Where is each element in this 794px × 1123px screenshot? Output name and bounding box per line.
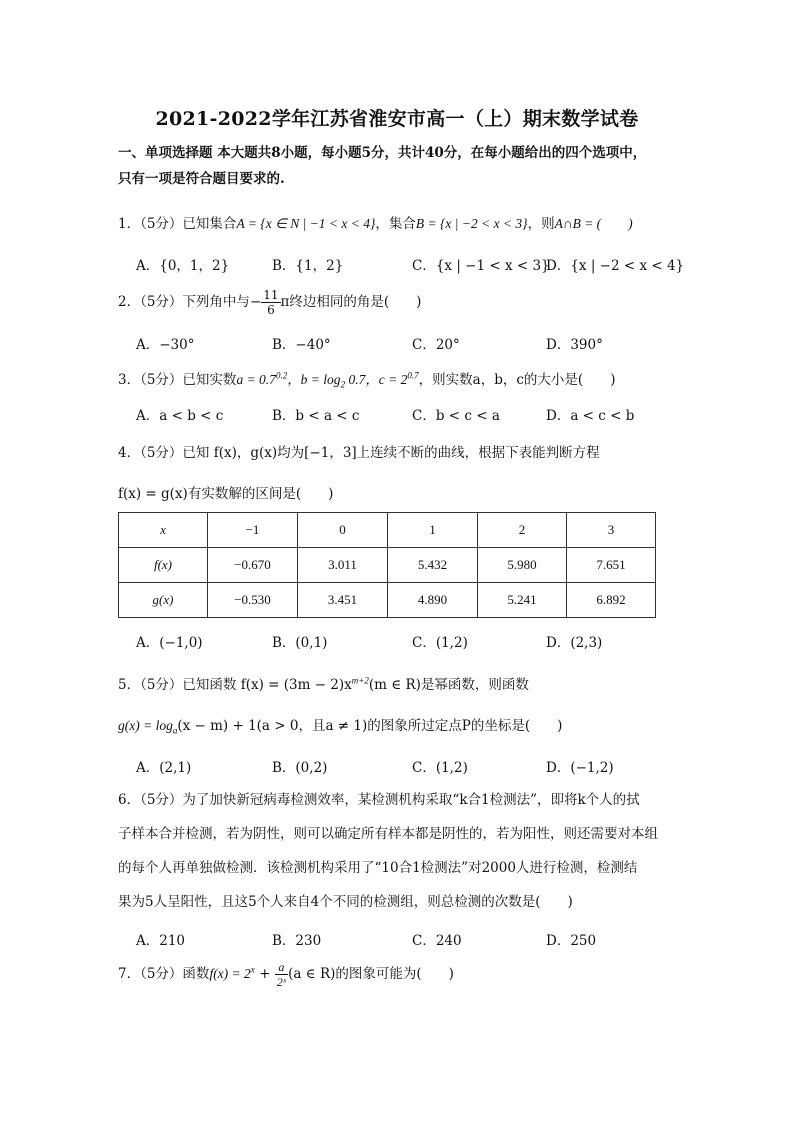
q6-line: 的每个人再单独做检测．该检测机构采用了“10合1检测法”对2000人进行检测，检测结 (118, 860, 638, 876)
q7-fraction (275, 960, 288, 989)
section-heading (118, 140, 678, 192)
question-5-line-1 (118, 673, 676, 693)
page-title: 2021-2022学年江苏省淮安市高一（上）期末数学试卷 (155, 108, 639, 130)
q6-line: 子样本合并检测，若为阴性，则可以确定所有样本都是阴性的，若为阳性，则还需要对本组 (118, 826, 658, 842)
q6-option-d[interactable]: D．250 (546, 933, 597, 949)
q3-a-def: a = 0.7 (236, 372, 276, 387)
q5-line2a: g(x) = log (118, 718, 173, 733)
q3-b-def: ，b = log (287, 372, 341, 387)
table-cell: −0.670 (208, 548, 298, 583)
q7-fx: f(x) = 2 (209, 966, 251, 981)
q1-option-a[interactable]: A．{0，1，2} (136, 258, 230, 274)
q7-exp: x (250, 964, 255, 975)
question-1 (118, 212, 633, 232)
q4-option-c[interactable]: C．(1,2) (412, 635, 468, 651)
q4-option-d[interactable]: D．(2,3) (546, 635, 603, 651)
q5-line1b: (m ∈ R)是幂函数，则函数 (368, 677, 529, 693)
q3-option-c[interactable]: C．b < c < a (412, 408, 500, 424)
table-cell: 6.892 (567, 583, 656, 618)
q5-exp: m+2 (351, 675, 369, 686)
q2-fraction (261, 288, 280, 317)
table-cell: 5.432 (388, 548, 478, 583)
table-row (119, 548, 656, 583)
q1-set-a: A = {x ∈ N | −1 < x < 4} (236, 216, 376, 231)
q3-option-a[interactable]: A．a < b < c (136, 408, 224, 424)
q5-option-a[interactable]: A．(2,1) (136, 760, 192, 776)
table-header-cell: −1 (208, 513, 298, 548)
section-line-1: 一、单项选择题 本大题共8小题，每小题5分，共计40分，在每小题给出的四个选项中， (118, 145, 647, 161)
q7-plus: + (254, 966, 275, 982)
table-header-cell: 0 (298, 513, 388, 548)
q1-set-b: B = {x | −2 < x < 3} (415, 216, 528, 231)
q1-expression: A∩B = ( ) (554, 216, 633, 231)
q1-number: 1．（5分）已知集合 (118, 216, 237, 232)
table-header-cell: x (119, 513, 208, 548)
q3-c-exp: 0.7 (407, 370, 419, 381)
q1-option-d[interactable]: D．{x | −2 < x < 4} (546, 258, 685, 274)
q3-b-base: 2 (340, 379, 346, 390)
table-cell: f(x) (119, 548, 208, 583)
question-3 (118, 368, 615, 390)
q1-option-c[interactable]: C．{x | −1 < x < 3} (412, 258, 550, 274)
table-header-cell: 1 (388, 513, 478, 548)
q7-frac-den: 2ˣ (276, 975, 287, 989)
table-cell: 4.890 (388, 583, 478, 618)
table-header-cell: 3 (567, 513, 656, 548)
q3-number: 3．（5分）已知实数 (118, 372, 237, 388)
question-5-line-2 (118, 714, 562, 736)
q6-option-c[interactable]: C．240 (412, 933, 462, 949)
question-6 (118, 783, 676, 919)
table-cell: 5.241 (478, 583, 567, 618)
q6-option-a[interactable]: A．210 (136, 933, 186, 949)
q3-post: ，则实数a，b，c的大小是( ) (418, 372, 616, 388)
table-cell: 3.011 (298, 548, 388, 583)
q2-minus: − (249, 294, 262, 310)
q5-option-d[interactable]: D．(−1,2) (546, 760, 614, 776)
values-table (118, 512, 656, 618)
question-4-line-2: f(x) = g(x)有实数解的区间是( ) (118, 486, 334, 502)
q1-mid2: ，则 (527, 216, 555, 232)
q3-b-arg: 0.7，c = 2 (345, 372, 408, 387)
q2-option-b[interactable]: B．−40° (272, 337, 331, 353)
q1-mid: ，集合 (375, 216, 416, 232)
table-cell: 5.980 (478, 548, 567, 583)
q4-option-b[interactable]: B．(0,1) (272, 635, 328, 651)
q5-line2b: (x − m) + 1(a > 0，且a ≠ 1)的图象所过定点P的坐标是( ) (177, 718, 563, 734)
q3-a-exp: 0.2 (275, 370, 288, 381)
question-2 (118, 288, 421, 317)
table-cell: 3.451 (298, 583, 388, 618)
q1-option-b[interactable]: B．{1，2} (272, 258, 344, 274)
q5-line1: 5．（5分）已知函数 f(x) = (3m − 2)x (118, 677, 352, 693)
q6-line: 6．（5分）为了加快新冠病毒检测效率，某检测机构采取“k合1检测法”，即将k个人的拭 (118, 792, 640, 808)
q5-base: a (172, 725, 178, 736)
q2-number: 2．（5分）下列角中与 (118, 294, 250, 310)
q2-option-c[interactable]: C．20° (412, 337, 460, 353)
table-cell: 7.651 (567, 548, 656, 583)
q7-post: (a ∈ R)的图象可能为( ) (288, 966, 454, 982)
table-cell: g(x) (119, 583, 208, 618)
table-header-cell: 2 (478, 513, 567, 548)
q2-option-d[interactable]: D．390° (546, 337, 603, 353)
q3-option-d[interactable]: D．a < c < b (546, 408, 635, 424)
q2-option-a[interactable]: A．−30° (136, 337, 195, 353)
q7-number: 7．（5分）函数 (118, 966, 210, 982)
question-7 (118, 960, 454, 989)
question-4-line-1: 4．（5分）已知 f(x)，g(x)均为[−1，3]上连续不断的曲线，根据下表能判断方程 (118, 445, 600, 461)
section-line-2: 只有一项是符合题目要求的. (118, 171, 285, 187)
table-header-row (119, 513, 656, 548)
table-row (119, 583, 656, 618)
q5-option-c[interactable]: C．(1,2) (412, 760, 468, 776)
q3-option-b[interactable]: B．b < a < c (272, 408, 360, 424)
q2-frac-num: 11 (263, 288, 279, 302)
q2-post: π终边相同的角是( ) (280, 294, 422, 310)
q2-frac-den: 6 (267, 303, 275, 317)
q5-option-b[interactable]: B．(0,2) (272, 760, 328, 776)
q6-line: 果为5人呈阳性，且这5个人来自4个不同的检测组，则总检测的次数是( ) (118, 894, 573, 910)
q7-frac-num: a (275, 960, 288, 975)
table-cell: −0.530 (208, 583, 298, 618)
q6-option-b[interactable]: B．230 (272, 933, 322, 949)
q4-option-a[interactable]: A．(−1,0) (136, 635, 203, 651)
